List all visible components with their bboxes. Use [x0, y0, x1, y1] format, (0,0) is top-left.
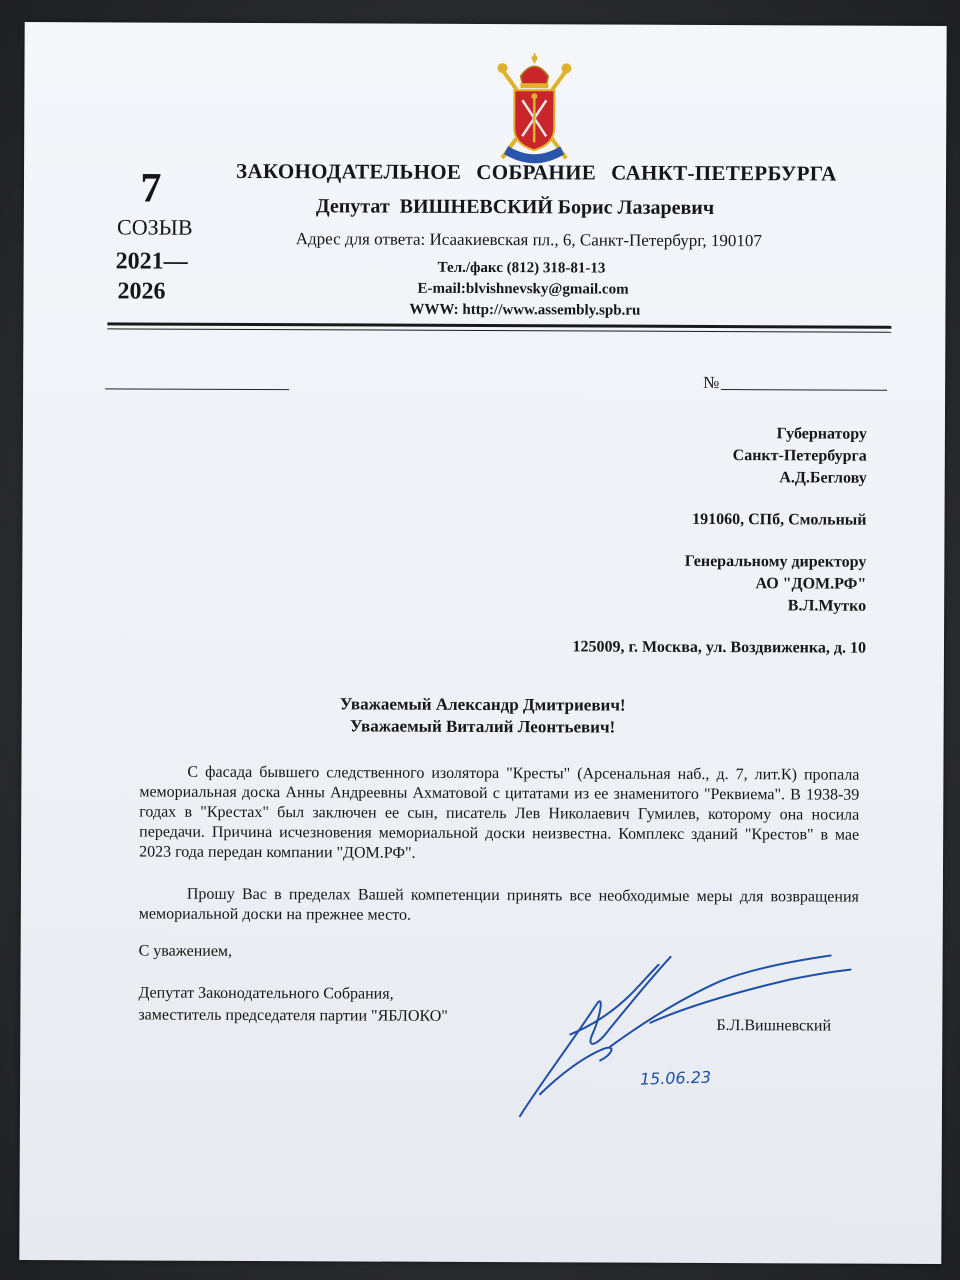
- document-number-blank-line: [721, 389, 887, 391]
- document-number-label: №: [703, 372, 720, 393]
- header-divider-thin: [107, 328, 891, 332]
- body-paragraph-1: С фасада бывшего следственного изолятора "Кресты" (Арсенальная наб., д. 7, лит.К) пропала мемориальная доска Анны Андреевны Ахматовой с цитатами из ее знаменитого "Реквиема". В 1938-39 годах в "Крестах" был заключен ее сын, писатель Лев Николаевич Гумилев, которому она носила передачи. Причина исчезновения мемориальной доски неизвестна. Комплекс зданий "Крестов" в мае 2023 года передан компании "ДОМ.РФ".: [139, 763, 860, 862]
- recipient-line: А.Д.Беглову: [779, 469, 867, 487]
- organization-title: ЗАКОНОДАТЕЛЬНОЕ СОБРАНИЕ САНКТ-ПЕТЕРБУРГА: [236, 158, 837, 186]
- convocation-number: 7: [140, 165, 162, 212]
- convocation-label: СОЗЫВ: [117, 214, 193, 240]
- convocation-years-start: 2021—: [115, 248, 188, 275]
- phone-fax: Тел./факс (812) 318-81-13: [437, 259, 606, 277]
- recipient-domrf-address: [572, 636, 866, 659]
- header-divider-thick: [107, 322, 891, 328]
- letter-page: [19, 22, 946, 1264]
- recipient-line: В.Л.Мутко: [787, 597, 867, 615]
- recipient-line: Губернатору: [776, 425, 867, 443]
- closing-phrase: С уважением,: [138, 942, 233, 960]
- handwritten-date: 15.06.23: [639, 1067, 712, 1089]
- signer-title-line-1: Депутат Законодательного Собрания,: [138, 984, 394, 1003]
- recipient-line: Генеральному директору: [684, 552, 867, 571]
- signer-name: Б.Л.Вишневский: [716, 1017, 832, 1035]
- recipient-line: 191060, СПб, Смольный: [692, 510, 867, 529]
- recipient-line: 125009, г. Москва, ул. Воздвиженка, д. 10: [572, 638, 867, 657]
- deputy-name: Депутат ВИШНЕВСКИЙ Борис Лазаревич: [315, 195, 715, 220]
- recipient-line: Санкт-Петербурга: [732, 447, 867, 465]
- recipient-line: АО "ДОМ.РФ": [755, 575, 867, 593]
- website: WWW: http://www.assembly.spb.ru: [409, 301, 641, 319]
- salutation-1: Уважаемый Александр Дмитриевич!: [339, 694, 626, 715]
- body-paragraph-2: Прошу Вас в пределах Вашей компетенции принять все необходимые меры для возвращения мемориальной доски на прежнее место.: [138, 885, 859, 924]
- reply-address: Адрес для ответа: Исаакиевская пл., 6, Санкт-Петербург, 190107: [295, 229, 762, 251]
- convocation-years-end: 2026: [117, 278, 166, 305]
- email-address: E-mail:blvishnevsky@gmail.com: [417, 280, 629, 298]
- handwritten-signature: [500, 934, 861, 1126]
- recipient-governor-address: [692, 509, 867, 532]
- recipient-domrf: [685, 551, 867, 618]
- salutation-2: Уважаемый Виталий Леонтьевич!: [349, 716, 616, 737]
- recipient-governor: [733, 423, 867, 490]
- saint-petersburg-coat-of-arms-icon: [486, 50, 583, 170]
- signer-title-line-2: заместитель председателя партии "ЯБЛОКО": [138, 1006, 448, 1025]
- date-blank-line: [105, 388, 289, 390]
